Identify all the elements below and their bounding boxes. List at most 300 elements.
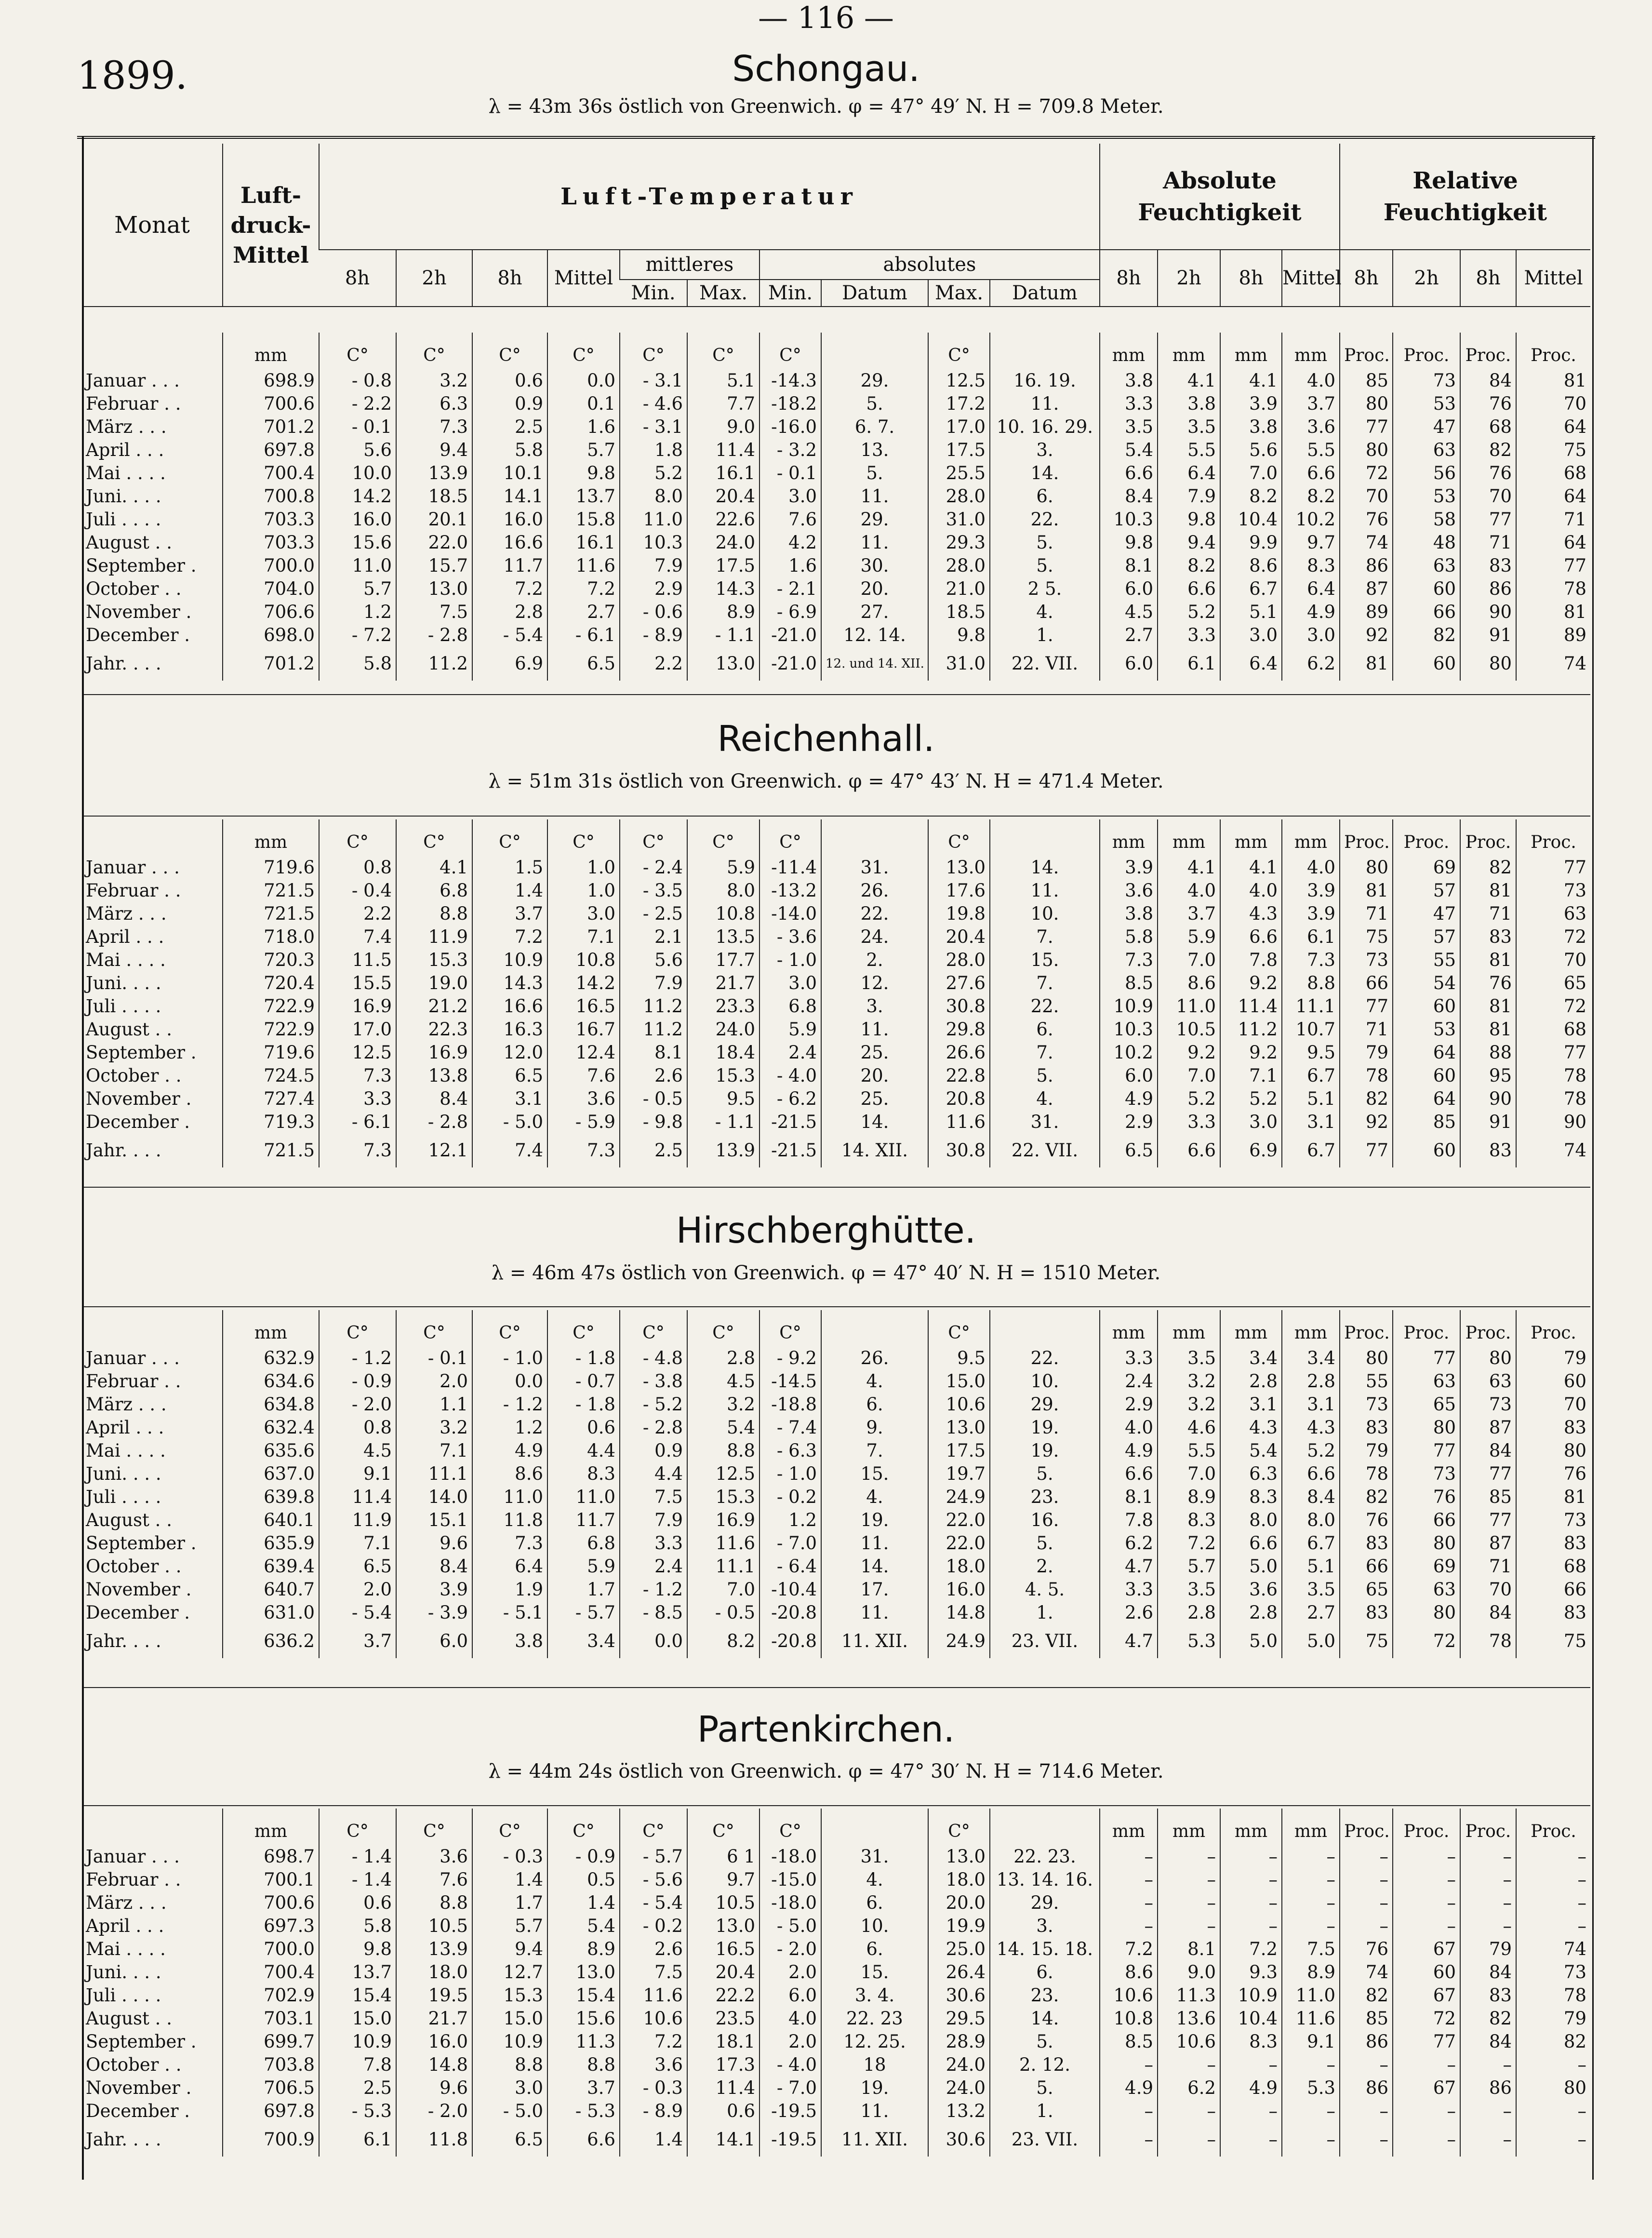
table-cell: 3.3 <box>1100 392 1158 415</box>
table-cell: 6. <box>821 1891 928 1915</box>
table-cell: 17. <box>821 1578 928 1601</box>
table-cell: 6.6 <box>1220 925 1282 949</box>
table-cell: 2.0 <box>396 1370 472 1393</box>
table-cell: 3.6 <box>620 2053 687 2077</box>
table-cell: 9.5 <box>1282 1041 1340 1064</box>
table-cell: 10.5 <box>1158 1018 1220 1041</box>
table-cell: 1.2 <box>759 1509 821 1532</box>
table-cell: 14. <box>821 1111 928 1134</box>
table-cell: – <box>1220 1915 1282 1938</box>
table-cell: - 1.1 <box>687 624 759 647</box>
table-cell: 699.7 <box>223 2030 319 2053</box>
table-cell: 13. 14. 16. <box>990 1868 1100 1891</box>
month-label: October . . <box>86 1556 182 1577</box>
table-cell: 3.9 <box>1282 879 1340 902</box>
table-cell: 640.7 <box>223 1578 319 1601</box>
table-cell: 31. <box>990 1111 1100 1134</box>
unit-cell: C° <box>319 1809 396 1845</box>
unit-cell: mm <box>1282 333 1340 369</box>
month-label: September . <box>86 2031 197 2052</box>
table-cell: 6. <box>990 1961 1100 1984</box>
table-cell: 87 <box>1340 577 1393 601</box>
header-abs-2: Feuchtigkeit <box>1138 199 1302 226</box>
table-cell: 77 <box>1393 1439 1460 1462</box>
table-cell: - 7.4 <box>759 1416 821 1439</box>
table-cell: 16.6 <box>472 531 547 554</box>
table-cell: 5.2 <box>1220 1087 1282 1111</box>
table-cell: 2.4 <box>759 1041 821 1064</box>
jahr-cell: 5.3 <box>1158 1624 1220 1658</box>
month-label: September . <box>86 555 197 576</box>
jahr-cell: 6.0 <box>1100 647 1158 681</box>
table-cell: 78 <box>1516 577 1590 601</box>
table-cell: 4.1 <box>1158 856 1220 879</box>
h-mittl-min: Min. <box>620 280 687 307</box>
table-cell: - 6.4 <box>759 1555 821 1578</box>
table-cell: 79 <box>1516 2007 1590 2030</box>
table-cell: - 0.5 <box>620 1087 687 1111</box>
month-label: März . . . <box>86 903 167 924</box>
table-cell: 53 <box>1393 392 1460 415</box>
table-cell: – <box>1460 1868 1516 1891</box>
table-cell: 6.4 <box>472 1555 547 1578</box>
table-cell: 6.0 <box>759 1984 821 2007</box>
table-cell: 10.8 <box>687 902 759 925</box>
table-cell: 74 <box>1516 1938 1590 1961</box>
unit-cell: Proc. <box>1516 1310 1590 1347</box>
table-cell: 9.6 <box>396 2077 472 2100</box>
table-cell: – <box>1220 1845 1282 1868</box>
table-cell: 22.6 <box>687 508 759 531</box>
table-cell: 17.0 <box>319 1018 396 1041</box>
month-label: März . . . <box>86 1394 167 1415</box>
table-cell: 3.1 <box>472 1087 547 1111</box>
unit-cell: C° <box>547 819 620 856</box>
table-cell: – <box>1340 1915 1393 1938</box>
table-cell: 86 <box>1460 577 1516 601</box>
table-cell: 20.8 <box>928 1087 990 1111</box>
table-cell: 639.4 <box>223 1555 319 1578</box>
table-cell: 4.0 <box>1282 369 1340 392</box>
table-cell: 3.7 <box>547 2077 620 2100</box>
jahr-cell: 1.4 <box>620 2123 687 2157</box>
table-cell: 80 <box>1393 1532 1460 1555</box>
month-label: October . . <box>86 1065 182 1086</box>
table-cell: 12. <box>821 972 928 995</box>
table-cell: – <box>1393 1891 1460 1915</box>
table-cell: 4.0 <box>1158 879 1220 902</box>
table-cell: 1.0 <box>547 879 620 902</box>
table-cell: 637.0 <box>223 1462 319 1486</box>
table-cell: 9. <box>821 1416 928 1439</box>
table-cell: 11.1 <box>1282 995 1340 1018</box>
table-cell: 7.2 <box>1220 1938 1282 1961</box>
table-cell: 6.8 <box>547 1532 620 1555</box>
unit-cell: C° <box>396 1310 472 1347</box>
table-cell: 3.5 <box>1158 1347 1220 1370</box>
table-cell: 7.9 <box>620 1509 687 1532</box>
jahr-cell: 6.5 <box>472 2123 547 2157</box>
table-cell: 80 <box>1340 439 1393 462</box>
table-cell: 3.7 <box>1282 392 1340 415</box>
table-cell: 77 <box>1460 1509 1516 1532</box>
table-cell: 16. 19. <box>990 369 1100 392</box>
month-label: Juli . . . . <box>86 996 161 1017</box>
table-cell: 5.6 <box>319 439 396 462</box>
table-cell: 77 <box>1516 856 1590 879</box>
table-cell: 703.3 <box>223 508 319 531</box>
unit-cell: C° <box>759 1809 821 1845</box>
table-cell: 9.1 <box>319 1462 396 1486</box>
table-cell: 9.0 <box>687 415 759 439</box>
month-label: April . . . <box>86 440 164 460</box>
unit-cell: C° <box>687 1310 759 1347</box>
jahr-cell: – <box>1158 2123 1220 2157</box>
table-cell: 84 <box>1460 2030 1516 2053</box>
unit-cell: mm <box>1220 1809 1282 1845</box>
table-cell: 5. <box>990 554 1100 577</box>
table-cell: 24. <box>821 925 928 949</box>
table-cell: - 2.0 <box>759 1938 821 1961</box>
table-cell: 3.3 <box>1100 1578 1158 1601</box>
table-cell: 6.3 <box>1220 1462 1282 1486</box>
table-cell: 4. <box>821 1370 928 1393</box>
table-cell: 2 5. <box>990 577 1100 601</box>
table-cell: 15.3 <box>687 1486 759 1509</box>
unit-cell: Proc. <box>1340 333 1393 369</box>
table-cell: 77 <box>1393 1347 1460 1370</box>
table-cell: 0.8 <box>319 1416 396 1439</box>
header-rel-1: Relative <box>1412 167 1518 194</box>
table-cell: 11.9 <box>319 1509 396 1532</box>
jahr-cell: 60 <box>1393 1134 1460 1167</box>
table-cell: 16.7 <box>547 1018 620 1041</box>
table-cell: 700.6 <box>223 392 319 415</box>
table-cell: - 0.9 <box>547 1845 620 1868</box>
unit-cell: C° <box>319 1310 396 1347</box>
month-label: August . . <box>86 2008 172 2029</box>
unit-cell: C° <box>472 1809 547 1845</box>
table-cell: 7.6 <box>759 508 821 531</box>
table-cell: 1. <box>990 624 1100 647</box>
table-cell: 65 <box>1393 1393 1460 1416</box>
table-cell: 3.0 <box>1282 624 1340 647</box>
h-temp-8h: 8h <box>319 250 396 307</box>
table-cell: 12.5 <box>928 369 990 392</box>
table-cell: 8.9 <box>1158 1486 1220 1509</box>
table-cell: 10.7 <box>1282 1018 1340 1041</box>
page-number: — 116 — <box>758 0 894 35</box>
table-cell: 4.9 <box>1220 2077 1282 2100</box>
jahr-cell: – <box>1393 2123 1460 2157</box>
table-cell: -10.4 <box>759 1578 821 1601</box>
table-cell: 11.1 <box>687 1555 759 1578</box>
table-cell: 3.5 <box>1158 415 1220 439</box>
table-cell: 22. <box>990 995 1100 1018</box>
table-cell: 1.4 <box>547 1891 620 1915</box>
table-cell: 7.0 <box>1220 462 1282 485</box>
table-cell: 11.9 <box>396 925 472 949</box>
table-cell: 3.0 <box>759 485 821 508</box>
table-cell: 3. 4. <box>821 1984 928 2007</box>
jahr-cell: 6.2 <box>1282 647 1340 681</box>
month-label: August . . <box>86 1510 172 1530</box>
table-cell: – <box>1100 1915 1158 1938</box>
table-cell: 21.2 <box>396 995 472 1018</box>
table-cell: 5.4 <box>547 1915 620 1938</box>
station-coords-3: λ = 44m 24s östlich von Greenwich. φ = 47° 30′ N. H = 714.6 Meter. <box>488 1760 1164 1782</box>
table-cell: 0.0 <box>472 1370 547 1393</box>
table-cell: 90 <box>1460 1087 1516 1111</box>
table-cell: 6.8 <box>396 879 472 902</box>
table-cell: 11.6 <box>1282 2007 1340 2030</box>
table-cell: 3.5 <box>1100 415 1158 439</box>
table-cell: 63 <box>1393 1578 1460 1601</box>
table-cell: 720.3 <box>223 949 319 972</box>
table-cell: 85 <box>1393 1111 1460 1134</box>
table-cell: 4.9 <box>1100 1087 1158 1111</box>
table-cell: 1.9 <box>472 1578 547 1601</box>
table-cell: 15. <box>990 949 1100 972</box>
table-cell: - 2.0 <box>396 2100 472 2123</box>
table-cell: – <box>1460 2053 1516 2077</box>
table-cell: 14.8 <box>396 2053 472 2077</box>
table-cell: 7.2 <box>620 2030 687 2053</box>
table-cell: 79 <box>1460 1938 1516 1961</box>
page-frame <box>82 136 1594 2180</box>
table-cell: 73 <box>1460 1393 1516 1416</box>
jahr-cell: 636.2 <box>223 1624 319 1658</box>
table-cell: 11.2 <box>1220 1018 1282 1041</box>
table-cell: 4.3 <box>1220 1416 1282 1439</box>
table-cell: - 2.0 <box>319 1393 396 1416</box>
month-label: December . <box>86 1602 190 1623</box>
table-cell: 7.1 <box>547 925 620 949</box>
table-cell: 3. <box>821 995 928 1018</box>
table-cell: 85 <box>1340 369 1393 392</box>
unit-cell: mm <box>1282 1809 1340 1845</box>
table-cell: 64 <box>1393 1041 1460 1064</box>
table-cell: 6.6 <box>1220 1532 1282 1555</box>
table-cell: 3.6 <box>1100 879 1158 902</box>
table-cell: 3.6 <box>1282 415 1340 439</box>
table-cell: 3.7 <box>472 902 547 925</box>
table-cell: 10.5 <box>687 1891 759 1915</box>
jahr-cell: 5.0 <box>1220 1624 1282 1658</box>
table-cell: 3.6 <box>1220 1578 1282 1601</box>
jahr-cell: 6.7 <box>1282 1134 1340 1167</box>
table-cell: 92 <box>1340 1111 1393 1134</box>
table-cell: 30.8 <box>928 995 990 1018</box>
table-cell: 8.3 <box>1158 1509 1220 1532</box>
table-cell: 76 <box>1460 462 1516 485</box>
header-luft-temperatur: Luft-Temperatur <box>319 144 1100 250</box>
table-cell: 13.8 <box>396 1064 472 1087</box>
table-cell: 89 <box>1340 601 1393 624</box>
table-cell: 2.0 <box>759 1961 821 1984</box>
table-cell: 6. <box>990 485 1100 508</box>
table-cell: 9.6 <box>396 1532 472 1555</box>
table-cell: 73 <box>1516 1961 1590 1984</box>
table-cell: 11.6 <box>928 1111 990 1134</box>
table-cell: 28.0 <box>928 485 990 508</box>
table-cell: 83 <box>1516 1601 1590 1624</box>
table-cell: 10. <box>990 1370 1100 1393</box>
unit-cell: C° <box>928 333 990 369</box>
table-cell: 78 <box>1516 1064 1590 1087</box>
table-cell: 60 <box>1393 995 1460 1018</box>
month-label: Februar . . <box>86 880 181 901</box>
table-cell: 704.0 <box>223 577 319 601</box>
month-label: September . <box>86 1533 197 1554</box>
jahr-cell: 75 <box>1516 1624 1590 1658</box>
table-cell: 20.4 <box>687 485 759 508</box>
h-temp-8h-evening: 8h <box>472 250 547 307</box>
month-label: April . . . <box>86 1417 164 1438</box>
table-cell: 7.3 <box>396 415 472 439</box>
table-cell: 3.5 <box>1158 1578 1220 1601</box>
jahr-cell: 5.0 <box>1282 1624 1340 1658</box>
table-cell: 3.6 <box>396 1845 472 1868</box>
jahr-cell: 13.0 <box>687 647 759 681</box>
table-cell: - 7.0 <box>759 2077 821 2100</box>
table-cell: 3.8 <box>1100 902 1158 925</box>
table-cell: 26.4 <box>928 1961 990 1984</box>
table-cell: 60 <box>1516 1370 1590 1393</box>
table-cell: 15.7 <box>396 554 472 577</box>
table-cell: 81 <box>1460 949 1516 972</box>
table-cell: 6.6 <box>1158 577 1220 601</box>
table-cell: 4.9 <box>1100 1439 1158 1462</box>
table-cell: 92 <box>1340 624 1393 647</box>
table-cell: 19. <box>990 1416 1100 1439</box>
table-cell: 8.0 <box>1282 1509 1340 1532</box>
table-cell: 2.6 <box>620 1064 687 1087</box>
jahr-cell: 22. VII. <box>990 647 1100 681</box>
table-cell: 634.8 <box>223 1393 319 1416</box>
table-cell: 4. <box>990 1087 1100 1111</box>
table-cell: 5.7 <box>472 1915 547 1938</box>
table-cell: 3.9 <box>396 1578 472 1601</box>
table-cell: 7.4 <box>319 925 396 949</box>
table-cell: 75 <box>1340 925 1393 949</box>
jahr-cell: – <box>1100 2123 1158 2157</box>
table-cell: 8.8 <box>396 902 472 925</box>
table-cell: 5.8 <box>472 439 547 462</box>
table-cell: 8.1 <box>1100 554 1158 577</box>
table-cell: 18.5 <box>928 601 990 624</box>
table-cell: 3.3 <box>1158 1111 1220 1134</box>
table-cell: 82 <box>1460 2007 1516 2030</box>
table-cell: 76 <box>1460 392 1516 415</box>
table-cell: -19.5 <box>759 2100 821 2123</box>
table-cell: – <box>1340 1868 1393 1891</box>
table-cell: 9.7 <box>1282 531 1340 554</box>
table-cell: 86 <box>1340 2030 1393 2053</box>
table-cell: – <box>1393 1868 1460 1891</box>
table-cell: 2. <box>821 949 928 972</box>
table-cell: – <box>1282 1868 1340 1891</box>
table-cell: 2.9 <box>1100 1111 1158 1134</box>
table-cell: 4.7 <box>1100 1555 1158 1578</box>
table-cell: 2.7 <box>1282 1601 1340 1624</box>
table-cell: 6. <box>821 1393 928 1416</box>
table-cell: 9.7 <box>687 1868 759 1891</box>
table-cell: 3.4 <box>1282 1347 1340 1370</box>
table-cell: 5. <box>990 1532 1100 1555</box>
table-cell: 11.6 <box>687 1532 759 1555</box>
table-cell: - 5.9 <box>547 1111 620 1134</box>
table-cell: 703.1 <box>223 2007 319 2030</box>
jahr-cell: – <box>1460 2123 1516 2157</box>
table-cell: 19. <box>990 1439 1100 1462</box>
table-cell: 22.0 <box>928 1509 990 1532</box>
table-cell: 17.0 <box>928 415 990 439</box>
unit-cell: C° <box>472 333 547 369</box>
month-label: April . . . <box>86 926 164 947</box>
table-cell: 78 <box>1340 1064 1393 1087</box>
table-cell: 11.4 <box>319 1486 396 1509</box>
table-cell: 722.9 <box>223 1018 319 1041</box>
unit-cell: Proc. <box>1516 1809 1590 1845</box>
table-cell: 5.1 <box>1282 1087 1340 1111</box>
table-cell: 3.8 <box>1220 415 1282 439</box>
table-cell: 7.9 <box>620 972 687 995</box>
table-cell: 83 <box>1460 554 1516 577</box>
table-cell: 63 <box>1460 1370 1516 1393</box>
jahr-cell: -19.5 <box>759 2123 821 2157</box>
table-cell: 17.6 <box>928 879 990 902</box>
table-cell: 65 <box>1516 972 1590 995</box>
table-cell: 8.0 <box>620 485 687 508</box>
table-cell: - 2.1 <box>759 577 821 601</box>
unit-cell: mm <box>223 819 319 856</box>
table-cell: 15.3 <box>472 1984 547 2007</box>
table-cell: 21.7 <box>396 2007 472 2030</box>
table-cell: - 0.7 <box>547 1370 620 1393</box>
table-cell: 15.1 <box>396 1509 472 1532</box>
table-cell: 16.9 <box>396 1041 472 1064</box>
table-cell: 2.2 <box>319 902 396 925</box>
table-cell: 0.6 <box>472 369 547 392</box>
table-cell: 15. <box>821 1961 928 1984</box>
table-cell: 30. <box>821 554 928 577</box>
table-cell: 13.5 <box>687 925 759 949</box>
table-cell: 75 <box>1516 439 1590 462</box>
table-cell: 0.6 <box>319 1891 396 1915</box>
table-cell: - 1.4 <box>319 1868 396 1891</box>
table-cell: 2.1 <box>620 925 687 949</box>
jahr-cell: 8.2 <box>687 1624 759 1658</box>
table-cell: 7. <box>990 925 1100 949</box>
table-cell: 27.6 <box>928 972 990 995</box>
table-cell: 13.9 <box>396 462 472 485</box>
table-cell: 701.2 <box>223 415 319 439</box>
table-cell: 0.1 <box>547 392 620 415</box>
table-cell: 3.1 <box>1282 1393 1340 1416</box>
table-cell: 8.0 <box>687 879 759 902</box>
jahr-cell: 700.9 <box>223 2123 319 2157</box>
table-cell: 9.4 <box>1158 531 1220 554</box>
jahr-cell: 6.9 <box>1220 1134 1282 1167</box>
table-cell: 10.8 <box>547 949 620 972</box>
table-cell: 12.5 <box>687 1462 759 1486</box>
table-cell: - 0.2 <box>759 1486 821 1509</box>
table-cell: 23. <box>990 1486 1100 1509</box>
table-cell: 3.1 <box>1220 1393 1282 1416</box>
table-cell: 703.8 <box>223 2053 319 2077</box>
table-cell: 11.4 <box>687 439 759 462</box>
